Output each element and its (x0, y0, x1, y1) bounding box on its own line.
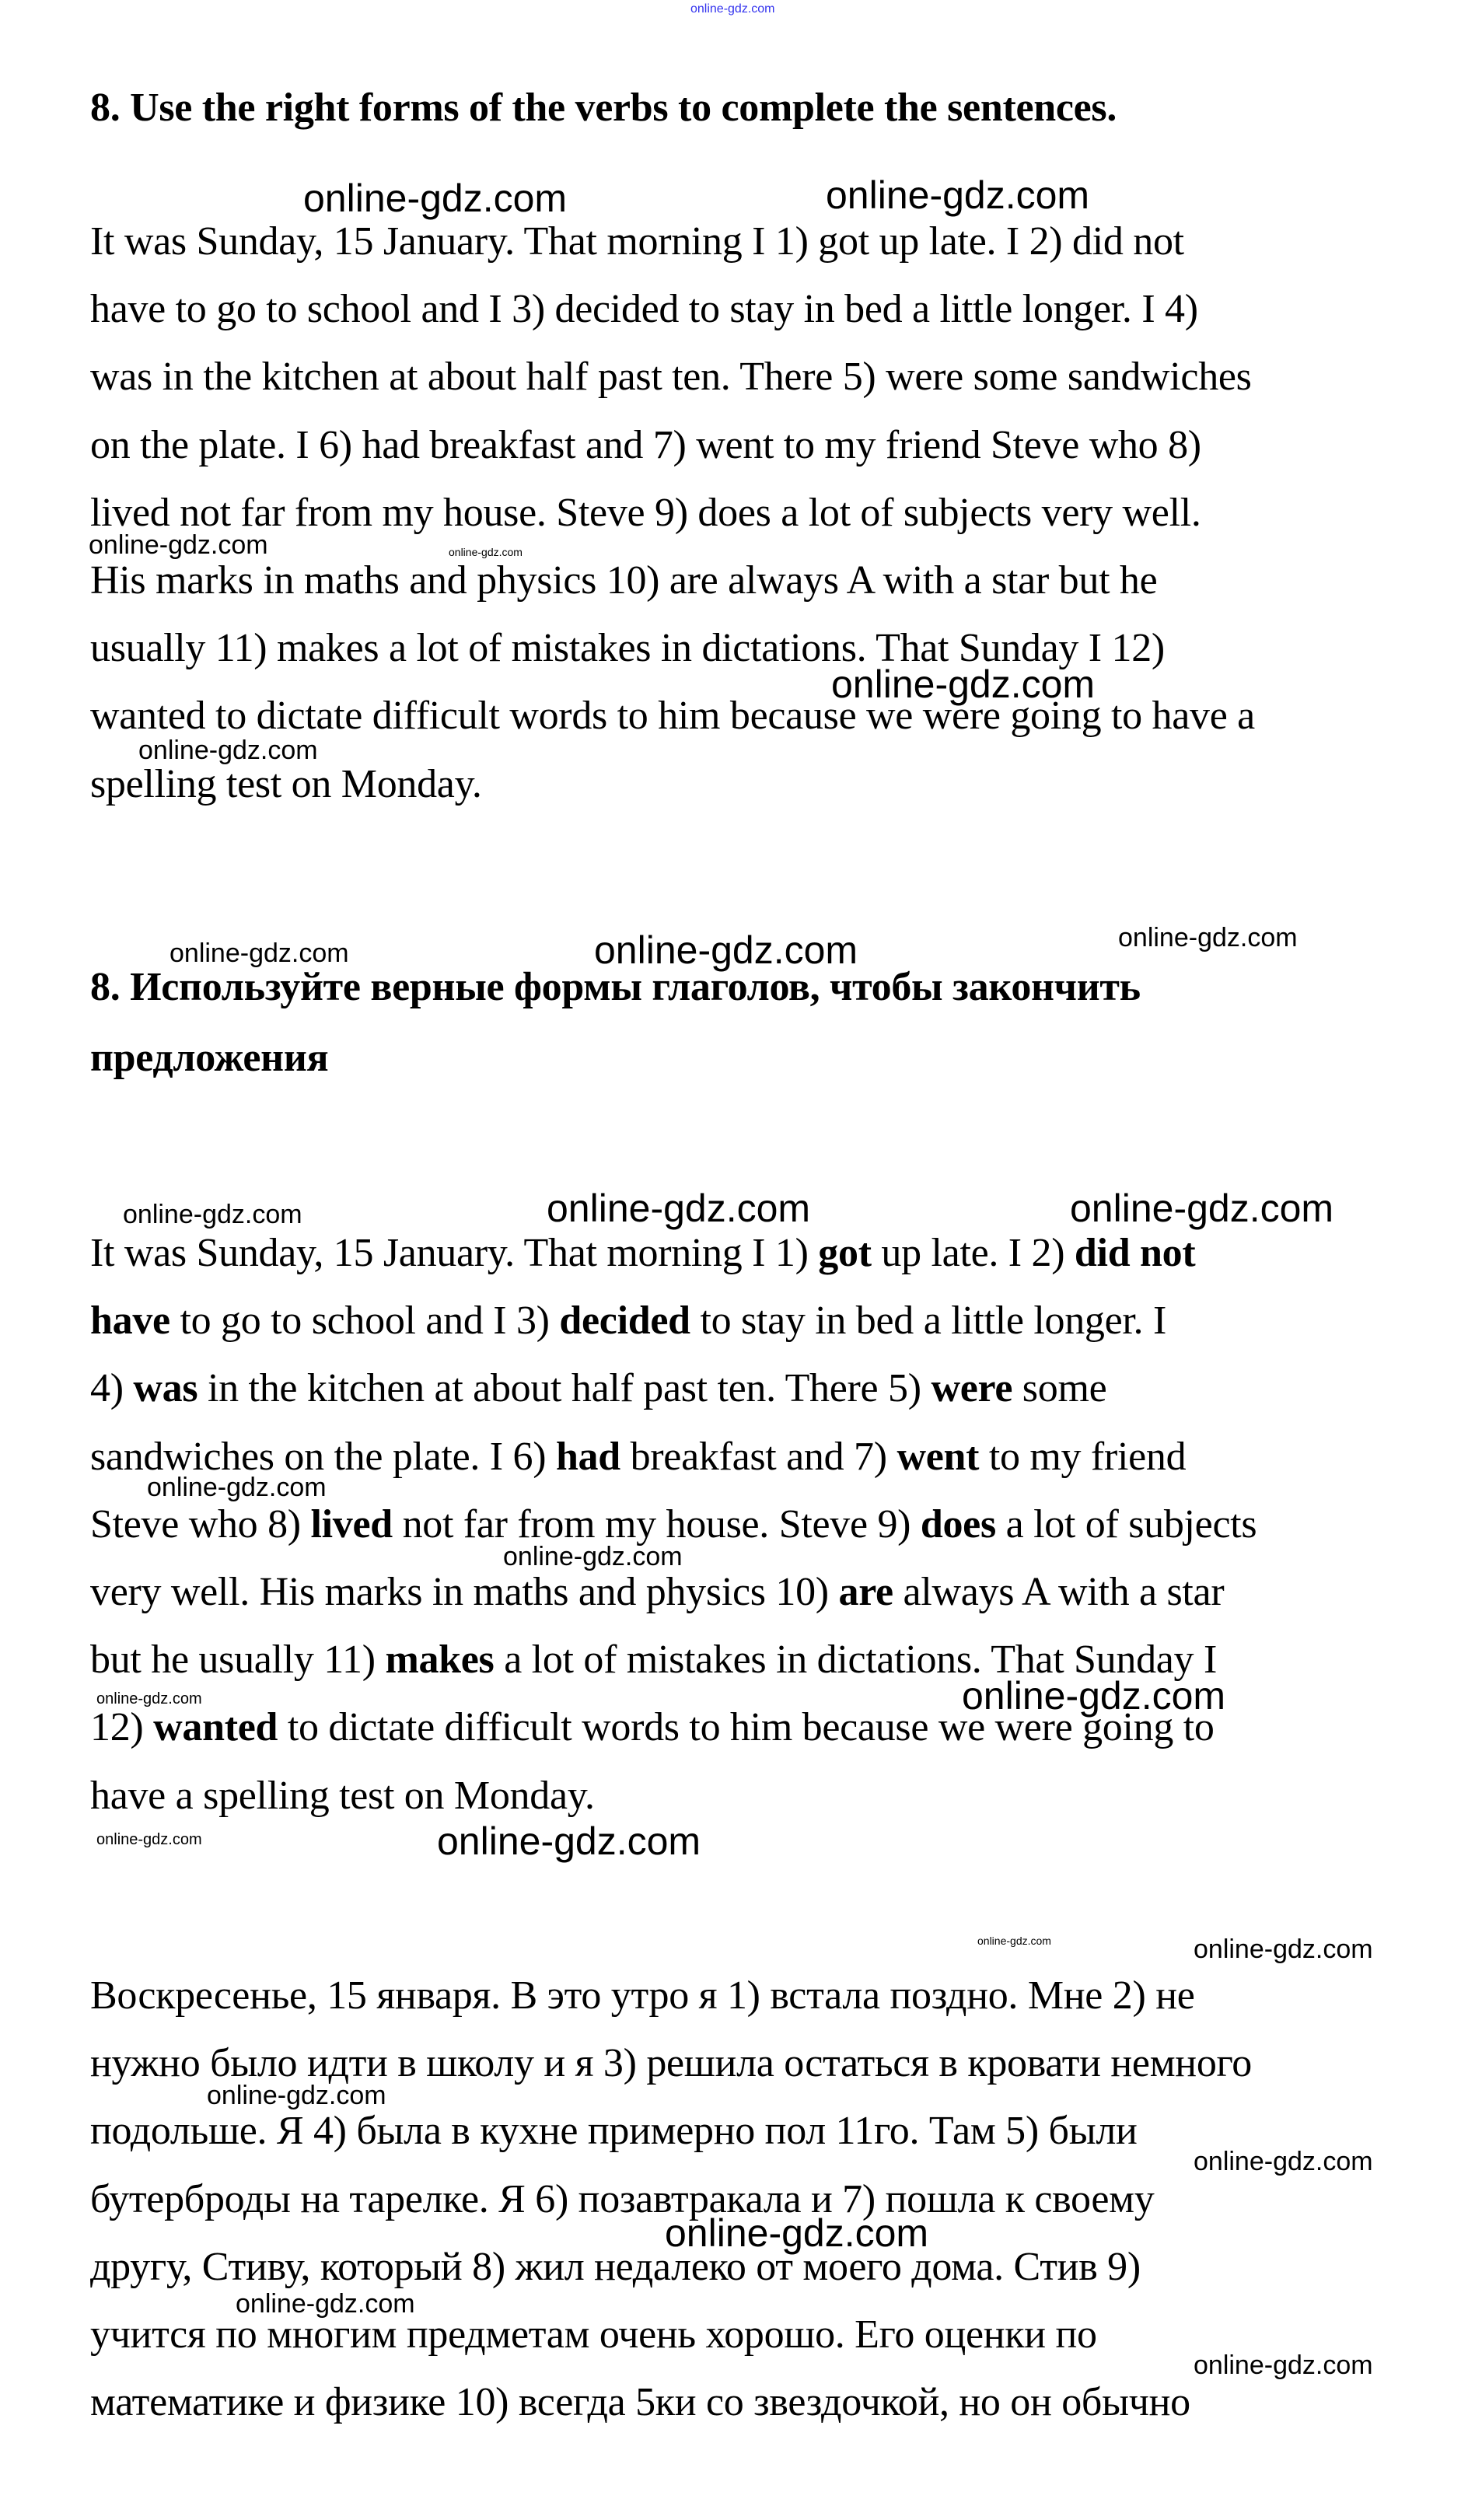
text-segment: to dictate difficult words to him because we were going to (278, 1705, 1215, 1750)
exercise-title-ru-line: 8. Используйте верные формы глаголов, чтобы закончить (90, 965, 1141, 1009)
text-segment: His marks in maths and physics 10) are always A with a star but he (90, 558, 1158, 603)
text-line (90, 490, 1201, 537)
text-line (90, 1773, 595, 1819)
watermark: online-gdz.com (594, 928, 858, 972)
text-segment: breakfast and 7) (620, 1434, 897, 1479)
text-line (90, 422, 1201, 469)
watermark: online-gdz.com (826, 173, 1090, 217)
text-segment: have to go to school and I 3) decided to stay in bed a little longer. I 4) (90, 287, 1198, 332)
answer-verb: does (920, 1501, 996, 1547)
answer-verb: were (931, 1366, 1013, 1411)
text-segment: spelling test on Monday. (90, 761, 482, 806)
text-segment: 4) (90, 1366, 134, 1411)
text-segment: a lot of subjects (995, 1501, 1257, 1547)
watermark: online-gdz.com (123, 1200, 302, 1229)
watermark: online-gdz.com (1118, 923, 1298, 952)
text-segment: It was Sunday, 15 January. That morning I 1) (90, 1231, 819, 1275)
watermark: online-gdz.com (89, 530, 268, 560)
watermark: online-gdz.com (831, 662, 1096, 706)
watermark: online-gdz.com (138, 736, 318, 765)
text-segment: бутерброды на тарелке. Я 6) позавтракала и 7) пошла к своему (90, 2176, 1155, 2221)
watermark: online-gdz.com (236, 2289, 415, 2319)
watermark: online-gdz.com (96, 1831, 202, 1848)
text-segment: It was Sunday, 15 January. That morning I 1) got up late. I 2) did not (90, 219, 1184, 264)
text-segment: Воскресенье, 15 января. В это утро я 1) встала поздно. Мне 2) не (90, 1973, 1195, 2018)
text-segment: on the plate. I 6) had breakfast and 7) went to my friend Steve who 8) (90, 422, 1201, 467)
text-line (90, 1298, 1166, 1344)
text-segment: up late. I 2) (871, 1231, 1075, 1275)
text-line (90, 1569, 1224, 1616)
watermark: online-gdz.com (207, 2081, 386, 2110)
text-segment: lived not far from my house. Steve 9) does a lot of subjects very well. (90, 490, 1201, 535)
text-segment: to go to school and I 3) (170, 1298, 560, 1344)
text-line (90, 218, 1184, 265)
text-line (90, 1365, 1106, 1412)
answer-verb: lived (310, 1501, 393, 1547)
watermark: online-gdz.com (1070, 1187, 1334, 1230)
watermark: online-gdz.com (665, 2211, 929, 2255)
text-segment: учится по многим предметам очень хорошо. Его оценки по (90, 2312, 1097, 2357)
text-line (90, 1973, 1195, 2019)
watermark: online-gdz.com (449, 546, 523, 558)
watermark: online-gdz.com (503, 1542, 683, 1571)
watermark: online-gdz.com (690, 2, 775, 16)
watermark: online-gdz.com (962, 1674, 1226, 1718)
answer-verb: are (838, 1570, 893, 1614)
text-segment: математике и физике 10) всегда 5ки со звездочкой, но он обычно (90, 2380, 1190, 2425)
watermark: online-gdz.com (1194, 2350, 1373, 2380)
text-line (90, 2176, 1154, 2223)
text-line (90, 2244, 1141, 2291)
text-segment: very well. His marks in maths and physics 10) (90, 1570, 839, 1614)
answer-verb: makes (385, 1637, 495, 1683)
text-segment: in the kitchen at about half past ten. There 5) (197, 1366, 931, 1411)
text-segment: some (1012, 1366, 1107, 1411)
watermark: online-gdz.com (170, 938, 349, 968)
text-segment: to stay in bed a little longer. I (690, 1298, 1166, 1344)
watermark: online-gdz.com (437, 1819, 701, 1863)
watermark: online-gdz.com (96, 1690, 202, 1707)
text-segment: подольше. Я 4) была в кухне примерно пол 11го. Там 5) были (90, 2109, 1138, 2154)
watermark: online-gdz.com (1194, 2147, 1373, 2176)
answer-verb: decided (559, 1298, 690, 1344)
text-line (90, 286, 1198, 333)
watermark: online-gdz.com (547, 1187, 811, 1230)
answer-verb: got (818, 1231, 872, 1275)
text-segment: usually 11) makes a lot of mistakes in dictations. That Sunday I 12) (90, 626, 1165, 671)
text-line (90, 2108, 1138, 2155)
text-line (90, 761, 482, 808)
text-segment: have a spelling test on Monday. (90, 1773, 595, 1818)
text-line (90, 354, 1252, 400)
text-segment: was in the kitchen at about half past ten. There 5) were some sandwiches (90, 355, 1252, 400)
answer-verb: was (133, 1366, 198, 1411)
text-line (90, 1230, 1195, 1277)
exercise-title-en: 8. Use the right forms of the verbs to complete the sentences. (90, 86, 1117, 130)
text-segment: sandwiches on the plate. I 6) (90, 1434, 556, 1479)
text-segment: a lot of mistakes in dictations. That Sunday I (494, 1637, 1217, 1683)
text-segment: Steve who 8) (90, 1501, 311, 1547)
answer-verb: did not (1074, 1231, 1196, 1275)
answer-verb: had (555, 1434, 620, 1479)
text-line (90, 1501, 1257, 1548)
watermark: online-gdz.com (977, 1935, 1051, 1947)
text-segment: 12) (90, 1705, 154, 1750)
answer-verb: went (897, 1434, 980, 1479)
answer-verb: have (90, 1298, 170, 1344)
text-segment: not far from my house. Steve 9) (392, 1501, 921, 1547)
text-line (90, 2379, 1190, 2426)
text-segment: другу, Стиву, который 8) жил недалеко от моего дома. Стив 9) (90, 2244, 1141, 2289)
text-segment: нужно было идти в школу и я 3) решила остаться в кровати немного (90, 2041, 1252, 2086)
watermark: online-gdz.com (1194, 1935, 1373, 1964)
text-line (90, 2312, 1097, 2358)
text-line (90, 557, 1157, 604)
answer-verb: wanted (153, 1705, 278, 1750)
exercise-title-ru-line: предложения (90, 1036, 329, 1080)
text-segment: to my friend (979, 1434, 1187, 1479)
watermark: online-gdz.com (303, 177, 568, 220)
watermark: online-gdz.com (147, 1473, 327, 1502)
text-segment: but he usually 11) (90, 1637, 386, 1683)
text-segment: wanted to dictate difficult words to him because we were going to have a (90, 694, 1255, 739)
text-segment: always A with a star (893, 1570, 1225, 1614)
